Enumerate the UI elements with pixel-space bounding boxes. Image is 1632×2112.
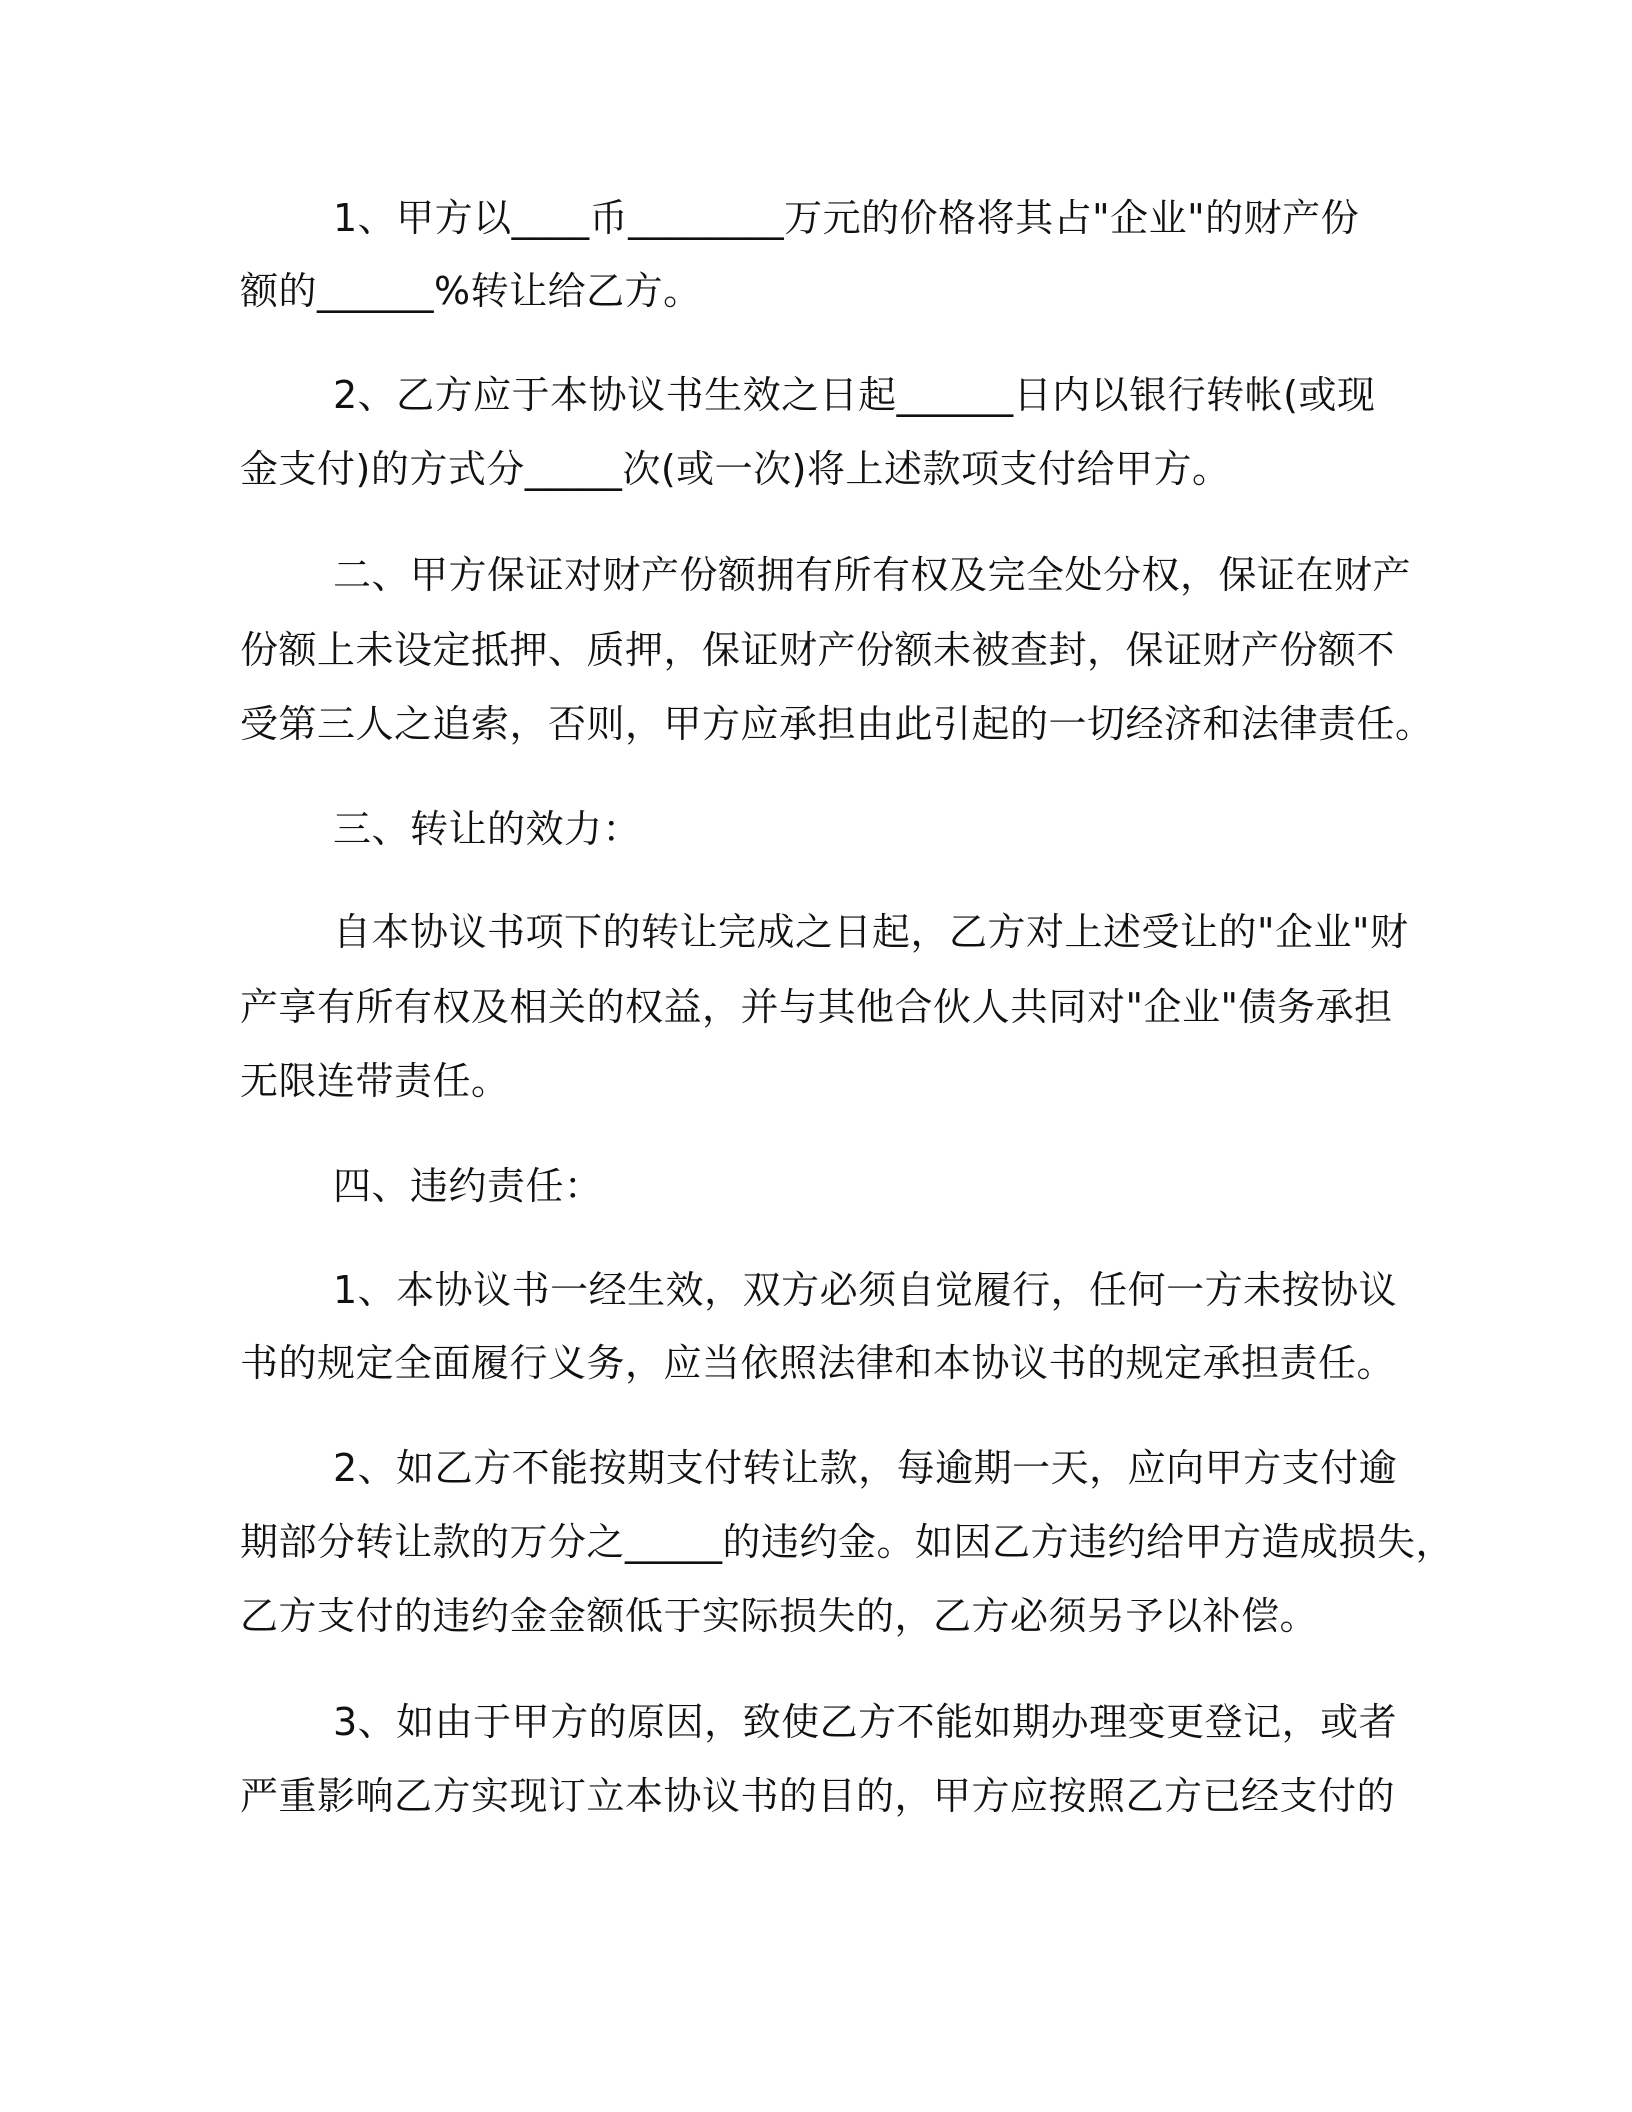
section-four-heading: 四、违约责任： (333, 1164, 603, 1208)
breach-clause-1-line-2: 书的规定全面履行义务，应当依照法律和本协议书的规定承担责任。 (240, 1341, 1396, 1385)
section-three-line-1: 自本协议书项下的转让完成之日起，乙方对上述受让的"企业"财 (333, 910, 1409, 954)
breach-clause-2-line-2: 期部分转让款的万分之_____的违约金。如因乙方违约给甲方造成损失， (240, 1520, 1455, 1564)
breach-clause-2-line-1: 2、如乙方不能按期支付转让款，每逾期一天，应向甲方支付逾 (333, 1446, 1398, 1490)
section-two-line-3: 受第三人之追索，否则，甲方应承担由此引起的一切经济和法律责任。 (240, 702, 1434, 746)
section-two-line-2: 份额上未设定抵押、质押，保证财产份额未被查封，保证财产份额不 (240, 628, 1396, 672)
breach-clause-3-line-2: 严重影响乙方实现订立本协议书的目的，甲方应按照乙方已经支付的 (240, 1774, 1396, 1818)
clause-2-line-2: 金支付)的方式分_____次(或一次)将上述款项支付给甲方。 (240, 447, 1231, 491)
section-three-heading: 三、转让的效力： (333, 807, 642, 851)
breach-clause-3-line-1: 3、如由于甲方的原因，致使乙方不能如期办理变更登记，或者 (333, 1700, 1398, 1744)
section-three-line-3: 无限连带责任。 (240, 1059, 510, 1103)
breach-clause-2-line-3: 乙方支付的违约金金额低于实际损失的，乙方必须另予以补偿。 (240, 1594, 1319, 1638)
section-three-line-2: 产享有所有权及相关的权益，并与其他合伙人共同对"企业"债务承担 (240, 985, 1393, 1029)
clause-1-line-1: 1、甲方以____币________万元的价格将其占"企业"的财产份 (333, 196, 1360, 240)
clause-1-line-2: 额的______%转让给乙方。 (240, 269, 702, 313)
breach-clause-1-line-1: 1、本协议书一经生效，双方必须自觉履行，任何一方未按协议 (333, 1268, 1398, 1312)
section-two-line-1: 二、甲方保证对财产份额拥有所有权及完全处分权，保证在财产 (333, 553, 1412, 597)
clause-2-line-1: 2、乙方应于本协议书生效之日起______日内以银行转帐(或现 (333, 373, 1376, 417)
